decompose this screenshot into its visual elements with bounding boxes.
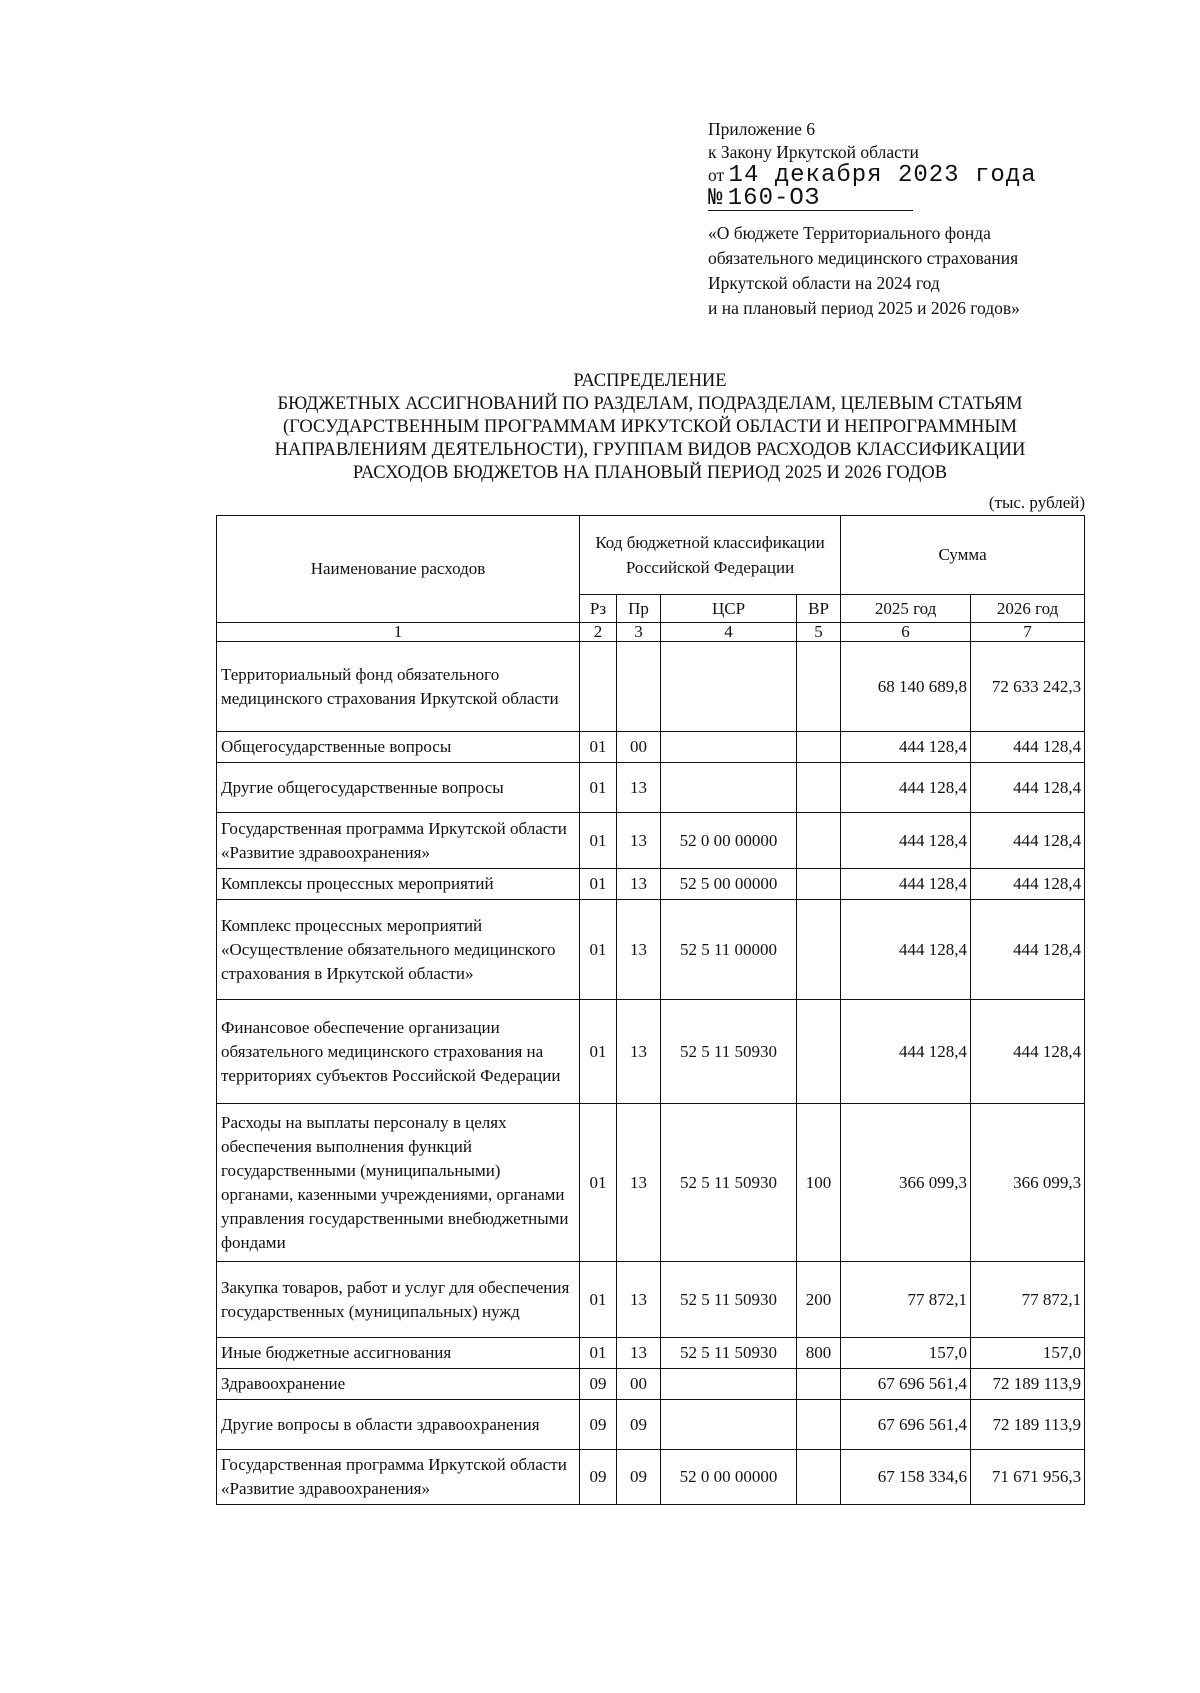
- row-rz: 09: [580, 1450, 617, 1505]
- row-vr: [797, 869, 841, 900]
- row-csr: 52 5 11 50930: [661, 1338, 797, 1369]
- table-row: [217, 1369, 1085, 1400]
- row-vr: [797, 1369, 841, 1400]
- row-sum-2026: 444 128,4: [971, 732, 1085, 763]
- row-rz: 09: [580, 1400, 617, 1450]
- row-pr: 13: [617, 1338, 661, 1369]
- row-sum-2026: 71 671 956,3: [971, 1450, 1085, 1505]
- row-sum-2025: 157,0: [841, 1338, 971, 1369]
- row-sum-2026: 72 189 113,9: [971, 1369, 1085, 1400]
- row-csr: [661, 642, 797, 732]
- row-pr: 00: [617, 1369, 661, 1400]
- row-sum-2025: 67 696 561,4: [841, 1400, 971, 1450]
- table-row: [217, 763, 1085, 813]
- law-title-line: Иркутской области на 2024 год: [708, 273, 940, 293]
- header-name: Наименование расходов: [217, 516, 580, 623]
- column-number-row: [217, 623, 1085, 642]
- row-sum-2025: 444 128,4: [841, 813, 971, 869]
- annex-law-title: [708, 221, 1168, 321]
- row-name: Иные бюджетные ассигнования: [217, 1338, 580, 1369]
- row-rz: 01: [580, 813, 617, 869]
- row-sum-2025: 444 128,4: [841, 732, 971, 763]
- row-csr: 52 5 11 50930: [661, 1104, 797, 1262]
- annex-number-value: 160-ОЗ: [727, 185, 821, 212]
- annex-number-prefix: №: [708, 185, 724, 212]
- row-name: Общегосударственные вопросы: [217, 732, 580, 763]
- annex-law-ref: к Закону Иркутской области: [708, 142, 919, 162]
- row-csr: 52 5 11 50930: [661, 1000, 797, 1104]
- row-rz: 01: [580, 763, 617, 813]
- header-2026: 2026 год: [971, 595, 1085, 623]
- row-sum-2026: 366 099,3: [971, 1104, 1085, 1262]
- row-name: Государственная программа Иркутской области «Развитие здравоохранения»: [217, 1450, 580, 1505]
- row-name: Территориальный фонд обязательного медицинского страхования Иркутской области: [217, 642, 580, 732]
- heading-line: РАСПРЕДЕЛЕНИЕ: [573, 371, 727, 391]
- row-pr: 13: [617, 1000, 661, 1104]
- row-vr: [797, 1000, 841, 1104]
- row-pr: 13: [617, 763, 661, 813]
- row-sum-2025: 444 128,4: [841, 869, 971, 900]
- row-pr: 13: [617, 869, 661, 900]
- row-pr: 13: [617, 900, 661, 1000]
- row-sum-2026: 444 128,4: [971, 813, 1085, 869]
- heading-line: НАПРАВЛЕНИЯМ ДЕЯТЕЛЬНОСТИ), ГРУППАМ ВИДОВ РАСХОДОВ КЛАССИФИКАЦИИ: [274, 440, 1026, 460]
- table-body: [217, 642, 1085, 1505]
- table-row: [217, 900, 1085, 1000]
- row-rz: 01: [580, 1262, 617, 1338]
- row-vr: 100: [797, 1104, 841, 1262]
- row-pr: 13: [617, 813, 661, 869]
- row-sum-2025: 366 099,3: [841, 1104, 971, 1262]
- row-rz: 01: [580, 732, 617, 763]
- row-name: Другие общегосударственные вопросы: [217, 763, 580, 813]
- row-rz: 09: [580, 1369, 617, 1400]
- table-row: [217, 813, 1085, 869]
- row-name: Расходы на выплаты персоналу в целях обеспечения выполнения функций государственными (муниципальными) органами, казенными учреждениями, органами управления государственными внебюджетными фондами: [217, 1104, 580, 1262]
- units-label: (тыс. рублей): [988, 493, 1085, 512]
- row-sum-2025: 444 128,4: [841, 1000, 971, 1104]
- row-rz: [580, 642, 617, 732]
- row-csr: 52 5 11 00000: [661, 900, 797, 1000]
- row-sum-2025: 444 128,4: [841, 900, 971, 1000]
- annex-date-prefix: от: [708, 165, 725, 185]
- row-rz: 01: [580, 1338, 617, 1369]
- row-name: Государственная программа Иркутской области «Развитие здравоохранения»: [217, 813, 580, 869]
- row-sum-2026: 77 872,1: [971, 1262, 1085, 1338]
- table-row: [217, 1104, 1085, 1262]
- row-csr: 52 5 11 50930: [661, 1262, 797, 1338]
- row-csr: 52 5 00 00000: [661, 869, 797, 900]
- row-sum-2025: 68 140 689,8: [841, 642, 971, 732]
- column-number: 1: [217, 623, 580, 642]
- row-sum-2025: 77 872,1: [841, 1262, 971, 1338]
- row-csr: 52 0 00 00000: [661, 1450, 797, 1505]
- row-pr: 13: [617, 1104, 661, 1262]
- column-number: 2: [580, 623, 617, 642]
- table-row: [217, 869, 1085, 900]
- annex-label: Приложение 6: [708, 119, 816, 139]
- row-sum-2026: 444 128,4: [971, 869, 1085, 900]
- row-pr: 09: [617, 1400, 661, 1450]
- row-sum-2026: 444 128,4: [971, 900, 1085, 1000]
- table-row: [217, 1450, 1085, 1505]
- budget-table: [216, 515, 1085, 1505]
- row-vr: [797, 642, 841, 732]
- row-sum-2026: 72 189 113,9: [971, 1400, 1085, 1450]
- row-sum-2025: 67 696 561,4: [841, 1369, 971, 1400]
- table-row: [217, 642, 1085, 732]
- row-pr: 00: [617, 732, 661, 763]
- row-name: Комплексы процессных мероприятий: [217, 869, 580, 900]
- row-vr: [797, 900, 841, 1000]
- heading-line: РАСХОДОВ БЮДЖЕТОВ НА ПЛАНОВЫЙ ПЕРИОД 2025 И 2026 ГОДОВ: [352, 463, 948, 483]
- row-sum-2025: 67 158 334,6: [841, 1450, 971, 1505]
- row-csr: [661, 1369, 797, 1400]
- column-number: 5: [797, 623, 841, 642]
- row-name: Здравоохранение: [217, 1369, 580, 1400]
- row-csr: [661, 1400, 797, 1450]
- heading-line: (ГОСУДАРСТВЕННЫМ ПРОГРАММАМ ИРКУТСКОЙ ОБЛАСТИ И НЕПРОГРАММНЫМ: [283, 417, 1017, 437]
- table-row: [217, 1338, 1085, 1369]
- header-sum-group: Сумма: [841, 516, 1085, 595]
- row-pr: 13: [617, 1262, 661, 1338]
- table-row: [217, 1262, 1085, 1338]
- row-vr: [797, 763, 841, 813]
- annex-date: [708, 164, 1168, 187]
- row-rz: 01: [580, 869, 617, 900]
- heading-line: БЮДЖЕТНЫХ АССИГНОВАНИЙ ПО РАЗДЕЛАМ, ПОДРАЗДЕЛАМ, ЦЕЛЕВЫМ СТАТЬЯМ: [277, 394, 1023, 414]
- row-csr: [661, 763, 797, 813]
- row-name: Другие вопросы в области здравоохранения: [217, 1400, 580, 1450]
- header-2025: 2025 год: [841, 595, 971, 623]
- row-vr: [797, 1400, 841, 1450]
- table-row: [217, 1000, 1085, 1104]
- law-title-line: обязательного медицинского страхования: [708, 248, 1019, 268]
- column-number: 3: [617, 623, 661, 642]
- row-rz: 01: [580, 900, 617, 1000]
- row-name: Закупка товаров, работ и услуг для обеспечения государственных (муниципальных) нужд: [217, 1262, 580, 1338]
- row-pr: [617, 642, 661, 732]
- row-vr: 800: [797, 1338, 841, 1369]
- table-row: [217, 1400, 1085, 1450]
- row-sum-2026: 444 128,4: [971, 763, 1085, 813]
- row-pr: 09: [617, 1450, 661, 1505]
- annex-number: [708, 187, 913, 211]
- row-sum-2026: 72 633 242,3: [971, 642, 1085, 732]
- row-name: Комплекс процессных мероприятий «Осуществление обязательного медицинского страхования в Иркутской области»: [217, 900, 580, 1000]
- column-number: 7: [971, 623, 1085, 642]
- row-csr: [661, 732, 797, 763]
- column-number: 6: [841, 623, 971, 642]
- row-rz: 01: [580, 1104, 617, 1262]
- row-vr: 200: [797, 1262, 841, 1338]
- column-number: 4: [661, 623, 797, 642]
- row-vr: [797, 813, 841, 869]
- document-heading: [200, 370, 1100, 485]
- row-sum-2025: 444 128,4: [841, 763, 971, 813]
- row-sum-2026: 157,0: [971, 1338, 1085, 1369]
- row-sum-2026: 444 128,4: [971, 1000, 1085, 1104]
- row-rz: 01: [580, 1000, 617, 1104]
- header-vr: ВР: [797, 595, 841, 623]
- table-row: [217, 732, 1085, 763]
- header-pr: Пр: [617, 595, 661, 623]
- row-csr: 52 0 00 00000: [661, 813, 797, 869]
- annex-block: [708, 118, 1168, 321]
- header-code-group: Код бюджетной классификации Российской Федерации: [580, 516, 841, 595]
- row-name: Финансовое обеспечение организации обязательного медицинского страхования на территориях субъектов Российской Федерации: [217, 1000, 580, 1104]
- row-vr: [797, 1450, 841, 1505]
- law-title-line: «О бюджете Территориального фонда: [708, 223, 991, 243]
- row-vr: [797, 732, 841, 763]
- header-csr: ЦСР: [661, 595, 797, 623]
- annex-date-value: 14 декабря 2023 года: [728, 162, 1037, 189]
- law-title-line: и на плановый период 2025 и 2026 годов»: [708, 298, 1020, 318]
- header-rz: Рз: [580, 595, 617, 623]
